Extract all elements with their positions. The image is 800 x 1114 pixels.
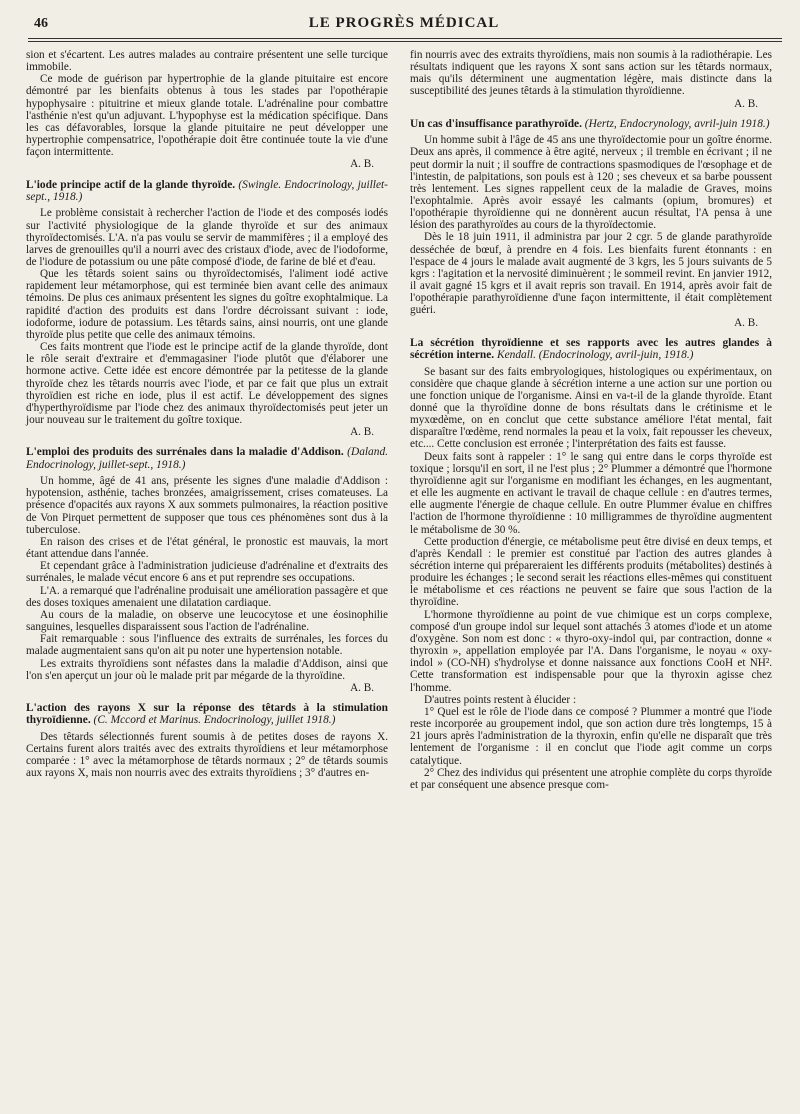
article: [26, 702, 388, 779]
paragraph: sion et s'écartent. Les autres malades au contraire présentent une selle turcique immobile.: [26, 49, 388, 74]
paragraph: Ces faits montrent que l'iode est le principe actif de la glande thyroïde, dont le rôle serait d'extraire et d'emmagasiner l'iode plutôt que d'élaborer une hormone active. Cette idée est encore démontrée par la petitesse de la glande thyroïde chez les têtards nourris avec l'iode, et par ce fait que plus un extrait thyroïdien est riche en iode, plus il est actif. Le développement des signes d'hyperthyroïdisme par l'iode chez des animaux thyroïdectomisés peut jeter un jour nouveau sur le traitement du goître toxique.: [26, 341, 388, 427]
article: [26, 179, 388, 439]
article-title: L'emploi des produits des surrénales dans la maladie d'Addison.: [26, 446, 344, 459]
paragraph: 2° Chez des individus qui présentent une atrophie complète du corps thyroïde et par conséquent une absence presque com-: [410, 766, 772, 791]
paragraph: Un homme subit à l'âge de 45 ans une thyroïdectomie pour un goître énorme. Deux ans après, il commence à être agité, nerveux ; il tremble en écrivant ; il ne peut dormir la nuit ; il souffre de contractions spasmodiques de l'œsophage et de l'intestin, de palpitations, son pouls est à 120 ; ses cheveux et sa barbe poussent très lentement. Les signes rappellent ceux de la maladie de Graves, moins l'exophtalmie. Après avoir essayé les calmants (opium, bromures) et l'opothérapie thyroïdienne qui ne donnèrent aucun résultat, l'A pensa à une lésion des parathyroïdes au cours de la thyroïdectomie.: [410, 134, 772, 232]
right-column: [410, 49, 772, 791]
paragraph: En raison des crises et de l'état général, le pronostic est mauvais, la mort étant attendue dans l'année.: [26, 535, 388, 561]
paragraph: Ce mode de guérison par hypertrophie de la glande pituitaire est encore démontré par les bienfaits obtenus à tous les stades par l'opothérapie hypophysaire : pituitrine et mieux glande totale. L'adrénaline pour combattre l'asthénie n'est qu'un adjuvant. L'hypophyse est la médication spécifique. Dans les cas défavorables, lorsque la glande pituitaire ne peut développer une hypertrophie compensatrice, l'opothérapie doit être continuée toute la vie d'une façon intermittente.: [26, 73, 388, 159]
paragraph: Un homme, âgé de 41 ans, présente les signes d'une maladie d'Addison : hypotension, asthénie, taches bronzées, amaigrissement, crises comateuses. La présence d'opacités aux rayons X aux sommets pulmonaires, la réaction positive de Von Pirquet permettent de supposer que tous ces phénomènes sont dus à la tuberculose.: [26, 475, 388, 536]
paragraph: fin nourris avec des extraits thyroïdiens, mais non soumis à la radiothérapie. Les résultats indiquent que les rayons X sont sans action sur les têtards normaux, mais qu'ils déterminent une augmentation légère, mais distincte dans la susceptibilité des jeunes têtards à la stimulation thyroïdienne.: [410, 49, 772, 98]
paragraph: Que les têtards soient sains ou thyroïdectomisés, l'aliment iodé active rapidement leur métamorphose, qui est terminée bien avant celle des animaux témoins. De plus ces animaux présentent les signes du goître exophtalmique. La rapidité d'action des produits est dans l'ordre décroissant suivant : iode, iodoforme, iodure de potassium. Les têtards sains, ainsi nourris, ont une glande thyroïde plus petite que celle des animaux témoins.: [26, 268, 388, 341]
journal-title: LE PROGRÈS MÉDICAL: [308, 15, 500, 31]
paragraph: Cette production d'énergie, ce métabolisme peut être divisé en deux temps, et d'après Kendall : le premier est constitué par l'action des autres glandes à sécrétion interne qui prépareraient les différents produits (métabolites) destinés à produire les échanges ; le second serait les réactions elles-mêmes qui constituent le métabolisme et ces réactions ne peuvent se faire que sous l'action de la thyroïdine.: [410, 535, 772, 609]
running-header: [28, 14, 780, 40]
article-continuation: [26, 49, 388, 171]
paragraph: Les extraits thyroïdiens sont néfastes dans la maladie d'Addison, ainsi que l'on s'en aperçut un jour où le malade prit par mégarde de la thyroïdine.: [26, 657, 388, 682]
paragraph: Se basant sur des faits embryologiques, histologiques ou expérimentaux, on considère que chaque glande à sécrétion interne a une action sur une portion ou une fonction unique de l'organisme. Ainsi en va-t-il de la glande thyroïde. Etant donné que la thyroïdine donne de bons résultats dans le crétinisme et le myxœdème, on en conclut que cette substance améliore l'état mental, fait disparaître l'œdème, rend normales la peau et la voix, fait repousser les cheveux, etc.... Cette conclusion est erronée ; l'interprétation des faits est fausse.: [410, 365, 772, 451]
paragraph: Le problème consistait à rechercher l'action de l'iode et des composés iodés sur l'activité physiologique de la glande thyroïde et sur des animaux thyroïdectomisés. L'A. n'a pas voulu se servir de mammifères ; il a employé des larves de grenouilles qu'il a nourri avec des cristaux d'iode, avec de l'iodoforme, de l'iodure de potassium ou une pâte composé d'iode, de farine de blé et d'eau.: [26, 207, 388, 268]
article-heading: [410, 337, 772, 362]
author-signature: A. B.: [350, 158, 374, 171]
left-column: [26, 49, 388, 779]
paragraph: Deux faits sont à rappeler : 1° le sang qui entre dans le corps thyroïde est toxique ; lorsqu'il en sort, il ne l'est plus ; 2° Plummer a démontré que l'hormone thyroïdienne agit sur l'organisme en modifiant les échanges, en les augmentant, et elle les augmente en activant le travail de chaque cellule : en d'autres termes, elle augmente l'énergie de chaque cellule. En outre Plummer évalue en chiffres l'action de l'hormone thyroïdienne : 10 milligrammes de thyroïdine augmentent le métabolisme de 30 %.: [410, 450, 772, 536]
author-signature: A. B.: [734, 97, 758, 110]
paragraph: Au cours de la maladie, on observe une leucocytose et une éosinophilie sanguines, lesquelles disparaissent sous l'action de l'adrénaline.: [26, 608, 388, 634]
header-rule-thin: [28, 41, 782, 42]
article-title: L'action des rayons X sur la réponse des têtards à la stimulation thyroïdienne.: [26, 701, 388, 727]
article-title: L'iode principe actif de la glande thyroïde.: [26, 178, 236, 191]
article-title: Un cas d'insuffisance parathyroïde.: [410, 117, 582, 130]
article-source: (Hertz, Endocrynology, avril-juin 1918.): [584, 117, 770, 130]
article-heading: [410, 118, 772, 130]
paragraph: L'A. a remarqué que l'adrénaline produisait une amélioration passagère et que des doses toxiques amenaient une dilatation cardiaque.: [26, 584, 388, 609]
paragraph: Et cependant grâce à l'administration judicieuse d'adrénaline et d'extraits des surrénales, le malade vécut encore 6 ans et put reprendre ses occupations.: [26, 560, 388, 585]
header-rule: [28, 38, 782, 39]
paragraph: D'autres points restent à élucider :: [424, 693, 577, 706]
paragraph: Fait remarquable : sous l'influence des extraits de surrénales, les forces du malade augmentaient sans qu'on ait pu noter une hypertension notable.: [26, 633, 388, 658]
article: [26, 446, 388, 694]
article-title: La sécrétion thyroïdienne et ses rapports avec les autres glandes à sécrétion interne.: [410, 336, 772, 362]
paragraph: Des têtards sélectionnés furent soumis à de petites doses de rayons X. Certains furent alors traités avec des extraits thyroïdiens et leur métamorphose comparée : 1° avec la métamorphose de têtards normaux ; 2° de têtards soumis aux rayons X, mais non nourris avec des extraits thyroïdiens ; 3° d'autres en-: [26, 730, 388, 780]
author-signature: A. B.: [350, 681, 374, 694]
article-source: (Swingle. Endocrinology, juillet-sept., 1918.): [26, 178, 388, 203]
paragraph: 1° Quel est le rôle de l'iode dans ce composé ? Plummer a montré que l'iode reste incorporée au groupement indol, que son action dure très longtemps, 15 à 21 jours après l'administration de la thyroxin, enfin qu'elle ne disparaît que très lentement de l'organisme : il en conclut que l'iode agit comme un corps catalytique.: [410, 705, 772, 767]
author-signature: A. B.: [734, 316, 758, 329]
article-continuation: [410, 49, 772, 110]
article-source: Kendall. (Endocrinology, avril-juin, 1918.): [497, 349, 694, 362]
author-signature: A. B.: [350, 426, 374, 439]
article-heading: [26, 702, 388, 727]
article: [410, 118, 772, 329]
page-number: 46: [34, 16, 48, 31]
article-heading: [26, 179, 388, 204]
article-heading: [26, 446, 388, 471]
paragraph: L'hormone thyroïdienne au point de vue chimique est un corps complexe, composé d'un groupe indol sur lequel sont attachés 3 atomes d'iode et un atome d'oxygène. Son nom est donc : « thyro-oxy-indol qui, par contraction, donne « thyroxin », appellation employée par l'A. Dans l'organisme, le noyau « oxy-indol » (CO-NH) s'hydrolyse et donne naissance aux fonctions CooH et NH². Cette transformation est indispensable pour que la thyroxin agisse chez l'homme.: [410, 608, 772, 694]
article-source: (Daland. Endocrinology, juillet-sept., 1918.): [26, 446, 388, 471]
article: [410, 337, 772, 791]
paragraph: Dès le 18 juin 1911, il administra par jour 2 cgr. 5 de glande parathyroïde desséchée de bœuf, à prendre en 4 fois. Les bienfaits furent étonnants : en l'espace de 4 jours le malade avait augmenté de 3 kgrs, les 5 jours suivants de 5 kgrs : l'agitation et la nervosité diminuèrent ; le sommeil revint. En janvier 1912, il avait gagné 15 kgrs et il avait repris son travail. En 1914, après avoir fait de l'opothérapie parathyroïdienne d'une façon intermittente, il était complètement guéri.: [410, 231, 772, 317]
article-source: (C. Mccord et Marinus. Endocrinology, juillet 1918.): [93, 714, 336, 727]
